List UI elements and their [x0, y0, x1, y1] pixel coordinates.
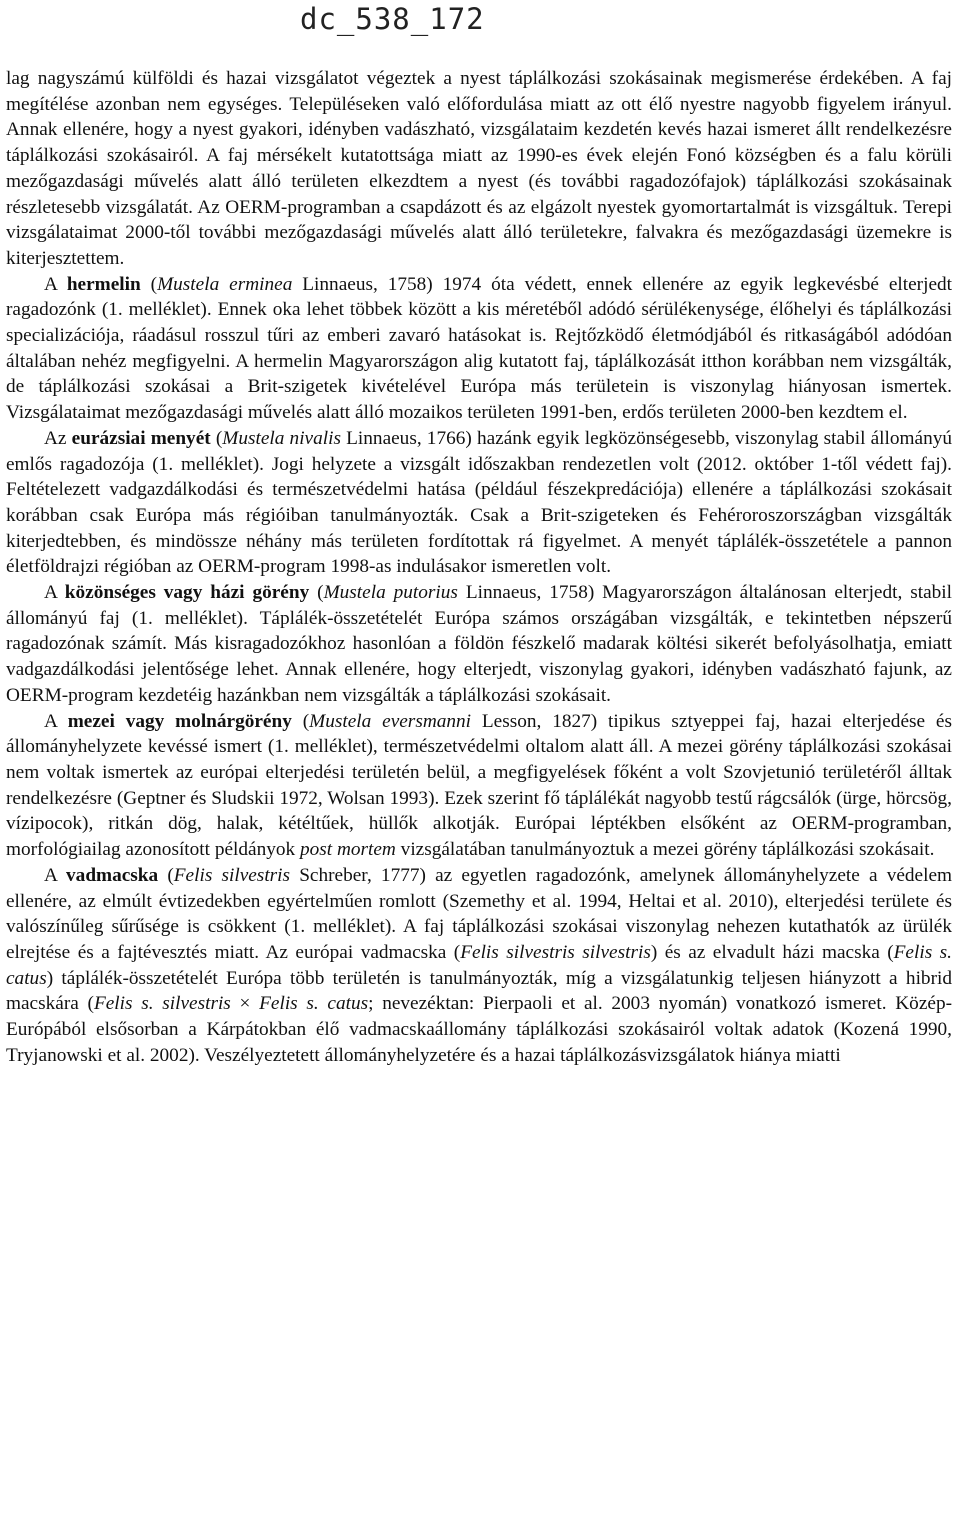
text-run: × [230, 993, 260, 1015]
text-run: A [44, 710, 68, 732]
text-run: ( [140, 273, 158, 295]
header-page-digits [448, 2, 485, 36]
scientific-name-italic: Mustela nivalis [222, 427, 341, 449]
header-digit-a: 7 [447, 2, 467, 36]
header-digit-b: 2 [466, 2, 485, 36]
page-header-code [300, 2, 485, 36]
text-run: A [44, 582, 65, 604]
scientific-name-italic: post mortem [299, 839, 396, 861]
scientific-name-italic: Felis silvestris [173, 864, 291, 886]
text-run: ) táplálék-összetételét Európa több területén is tanulmányozták, míg a vizsgálatunkig teljesen hiányzott a hibrid macskára ( [6, 967, 952, 1015]
scientific-name-italic: Mustela eversmanni [309, 710, 472, 732]
document-body [6, 66, 952, 1068]
text-run: ( [210, 427, 223, 449]
text-run: Schreber, 1777) az egyetlen ragadozónk, amelynek állományhelyzete a védelem ellenére, az elmúlt évtizedekben egyértelműen romlott (Szemethy et al. 1994, Heltai et al. 2010), elterjedési területe és valószínűleg sűrűsége is csökkent (1. melléklet). A faj táplálkozási szokásai viszonylag nehezen kutathatók az ürülék elrejtése és a fajtévesztés miatt. Az európai vadmacska ( [6, 864, 953, 963]
text-run: Lesson, 1827) tipikus sztyeppei faj, hazai elterjedése és állományhelyzete kevéssé ismert (1. melléklet), természetvédelmi oltalom alatt áll. A mezei görény táplálkozási szokásai nem voltak ismertek az európai elterjedési területén belül, a megfigyelések főként a volt Szovjetunió területéről álltak rendelkezésre (Geptner és Sludskii 1972, Wolsan 1993). Ezek szerint fő táplálékát nagyobb testű rágcsálók (ürge, hörcsög, vízipocok), ritkán dög, halak, kétéltűek, hüllők alkotják. Európai léptékben elsőként az OERM-programban, morfológiailag azonosított példányok [6, 710, 952, 861]
text-run: lag nagyszámú külföldi és hazai vizsgálatot végeztek a nyest táplálkozási szokásainak megismerése érdekében. A faj megítélése azonban nem egységes. Településeken való előfordulása miatt az ott élő nyestre nagyobb figyelem irányul. Annak ellenére, hogy a nyest gyakori, idényben vadászható, vizsgálataim kezdetén kevés hazai ismeret állt rendelkezésre táplálkozási szokásairól. A faj mérsékelt kutatottsága miatt az 1990-es évek elején Fonó községben és a falu körüli mezőgazdasági művelés alatt álló területen elkezdtem a nyest (és további ragadozófajok) táplálkozási szokásainak részletesebb vizsgálatát. Az OERM-programban a csapdázott és az elgázolt nyestek gyomortartalmát is vizsgáltuk. Terepi vizsgálataimat 2000-től további mezőgazdasági művelés alatt álló területekre, falvakra és mezőgazdasági üzemekre is kiterjesztettem. [6, 68, 952, 269]
text-run: Linnaeus, 1758) 1974 óta védett, ennek ellenére az egyik legkevésbé elterjedt ragadozónk (1. melléklet). Ennek oka lehet többek között a kis méretéből adódó sérülékenysége, élőhelyi és táplálkozási specializációja, ráadásul rosszul tűri az emberi zavaró hatásokat is. Rejtőzködő életmódjából és ritkaságából adódóan általában nehéz megfigyelni. A hermelin Magyarországon alig kutatott faj, táplálkozását itthon korábban nem vizsgálták, de táplálkozási szokásai a Brit-szigetek kivételével Európa más területein is viszonylag hiányosan ismertek. Vizsgálataimat mezőgazdasági művelés alatt álló mozaikos területen 1991-ben, erdős területen 2000-ben kezdtem el. [6, 273, 953, 424]
paragraph [6, 709, 952, 863]
text-run: Linnaeus, 1766) hazánk egyik legközönségesebb, viszonylag stabil állományú emlős ragadozója (1. melléklet). Jogi helyzete a vizsgált időszakban rendezetlen volt (2012. október 1-től védett faj). Feltételezett vadgazdálkodási és természetvédelmi hatása (például fészekpredációja) ellenére a táplálkozási szokásait korábban csak Európa más régióiban tanulmányozták. Csak a Brit-szigeteken és Fehéroroszországban vizsgálták kiterjedtebben, és mindössze néhány más területen fordítottak rá figyelmet. A menyét táplálék-összetétele a pannon életföldrajzi régióban az OERM-program 1998-as indulásakor ismeretlen volt. [6, 427, 952, 578]
text-run: ) és az elvadult házi macska ( [650, 941, 894, 963]
text-run: ( [158, 864, 174, 886]
paragraph [6, 426, 952, 580]
text-run: ( [291, 710, 310, 732]
text-run: A [44, 864, 67, 886]
text-run: vizsgálatában tanulmányoztuk a mezei görény táplálkozási szokásait. [395, 839, 935, 861]
paragraph [6, 272, 952, 426]
scientific-name-italic: Felis silvestris silvestris [460, 941, 651, 963]
species-name-bold: eurázsiai menyét [71, 427, 211, 449]
scientific-name-italic: Felis s. silvestris [93, 993, 231, 1015]
scientific-name-italic: Mustela erminea [157, 273, 293, 295]
text-run: Linnaeus, 1758) Magyarországon általánosan elterjedt, stabil állományú faj (1. melléklet). Táplálék-összetételét Európa számos országában vizsgálták, e tekintetben népszerű ragadozónak számít. Más kisragadozókhoz hasonlóan a földön fészkelő madarak költési sikerét befolyásolhatja, emiatt vadgazdálkodási jelentősége lehet. Annak ellenére, hogy elterjedt, viszonylag gyakori, idényben vadászható fajunk, az OERM-program kezdetéig hazánkban nem vizsgálták a táplálkozási szokásait. [6, 582, 952, 706]
species-name-bold: hermelin [66, 273, 141, 295]
text-run: ; nevezéktan: Pierpaoli et al. 2003 nyomán) vonatkozó ismeret. Közép-Európából elsősorban a Kárpátokban élő vadmacskaállomány táplálkozási szokásairól voltak adatok (Kozená 1990, Tryjanowski et al. 2002). Veszélyeztetett állományhelyzetére és a hazai táplálkozásvizsgálatok hiánya miatti [6, 993, 953, 1066]
text-run: ( [309, 582, 324, 604]
text-run: A [44, 273, 67, 295]
paragraph [6, 580, 952, 709]
scientific-name-italic: Felis s. catus [6, 941, 952, 989]
header-prefix: dc_538_1 [300, 2, 448, 36]
paragraph [6, 66, 952, 272]
species-name-bold: közönséges vagy házi görény [64, 582, 310, 604]
scientific-name-italic: Mustela putorius [323, 582, 458, 604]
paragraph [6, 863, 952, 1069]
species-name-bold: mezei vagy molnárgörény [67, 710, 292, 732]
scientific-name-italic: Felis s. catus [259, 993, 369, 1015]
species-name-bold: vadmacska [66, 864, 159, 886]
text-run: Az [44, 427, 72, 449]
